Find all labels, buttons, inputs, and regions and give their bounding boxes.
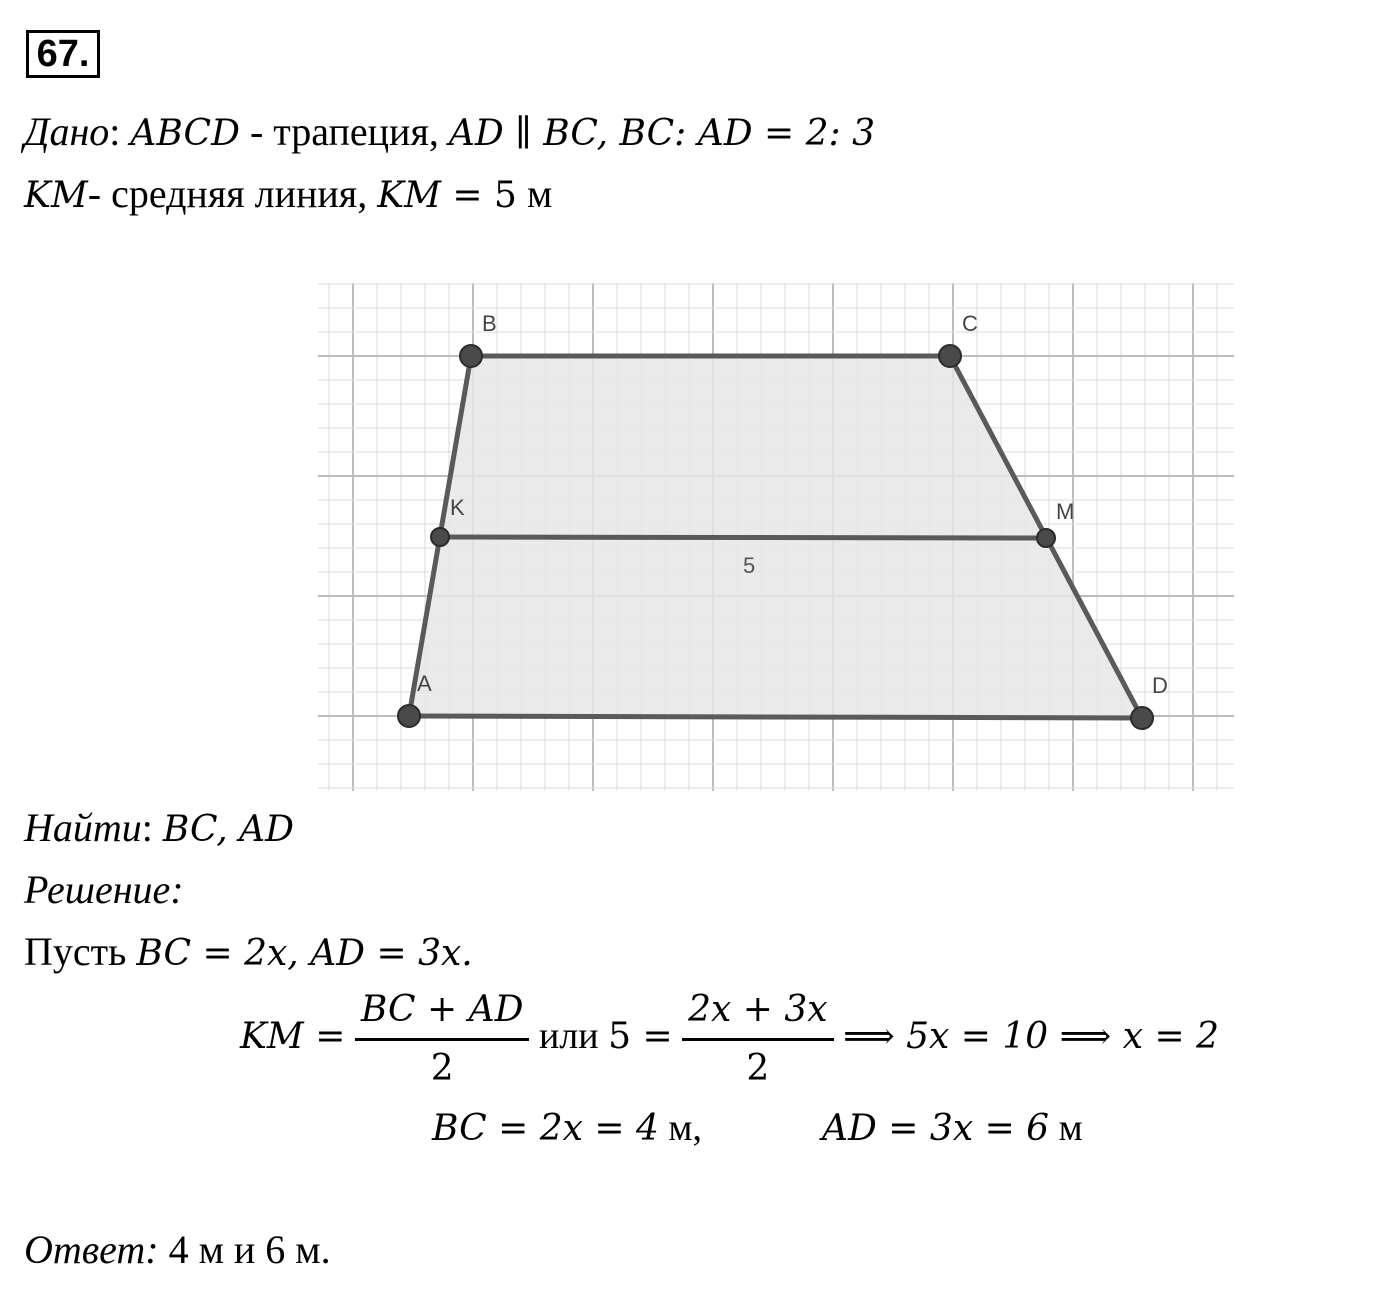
label-b: B (482, 311, 497, 336)
midline-length-label: 5 (743, 553, 756, 578)
find-unknowns: BC, AD (162, 809, 295, 850)
point-m (1037, 529, 1055, 547)
point-c (939, 345, 961, 367)
point-k (431, 528, 449, 546)
given-midline-name: KM (24, 175, 88, 216)
given-line-1 (24, 108, 875, 158)
given-label: Дано (24, 109, 110, 154)
let-line (24, 928, 473, 978)
main-equation (240, 988, 1219, 1091)
point-b (460, 345, 482, 367)
fraction-2x-3x-numerator: 2x + 3x (682, 988, 833, 1041)
answer-line (24, 1226, 331, 1274)
given-midline-eq-name: KM (377, 175, 441, 216)
bc-result-unit: м, (658, 1107, 702, 1149)
given-line-2 (24, 170, 552, 220)
given-parallel: AD ∥ BC, BC (448, 113, 675, 154)
given-colon: : (109, 109, 121, 154)
fraction-2x-3x (682, 988, 833, 1091)
let-math: BC = 2x, AD = 3x. (136, 933, 473, 974)
answer-label: Ответ: (24, 1227, 159, 1272)
given-midline-text: - средняя линия, (87, 171, 378, 216)
label-d: D (1152, 673, 1168, 698)
label-m: M (1056, 499, 1075, 524)
fraction-bc-ad-numerator: BC + AD (355, 988, 530, 1041)
label-c: C (962, 311, 978, 336)
fraction-2x-3x-denominator: 2 (746, 1048, 770, 1089)
problem-number: 67. (26, 30, 100, 78)
point-a (398, 705, 420, 727)
find-colon: : (141, 805, 163, 850)
solution-label: Решение (24, 867, 171, 912)
label-a: A (417, 671, 432, 696)
or-text: или (529, 1015, 609, 1058)
eq-mid: 5 = (608, 1016, 673, 1058)
given-figure-name: ABCD (130, 113, 240, 154)
find-line (24, 804, 294, 854)
given-figure-type: - трапеция, (239, 109, 449, 154)
given-midline-value: = 5 (440, 175, 517, 216)
bc-result-math: BC = 2x = 4 (432, 1108, 659, 1149)
ad-result (822, 1104, 1083, 1153)
ad-result-math: AD = 3x = 6 (822, 1108, 1050, 1149)
point-d (1131, 707, 1153, 729)
label-k: K (450, 495, 465, 520)
bc-result (432, 1104, 702, 1153)
trapezoid-figure (318, 283, 1234, 791)
answer-text: 4 м и 6 м. (158, 1227, 331, 1272)
let-text: Пусть (24, 929, 137, 974)
midline-km (440, 537, 1046, 538)
eq-lhs: KM = (240, 1016, 346, 1058)
ad-result-unit: м (1049, 1107, 1083, 1149)
given-ratio: : AD = 2: 3 (674, 113, 876, 154)
solution-colon: : (170, 867, 184, 912)
side-da (409, 716, 1142, 718)
fraction-bc-ad (355, 988, 530, 1091)
find-label: Найти (24, 805, 142, 850)
eq-tail: ⟹ 5x = 10 ⟹ x = 2 (843, 1016, 1219, 1058)
solution-heading (24, 866, 184, 914)
fraction-bc-ad-denominator: 2 (430, 1048, 454, 1089)
given-midline-unit: м (516, 171, 553, 216)
